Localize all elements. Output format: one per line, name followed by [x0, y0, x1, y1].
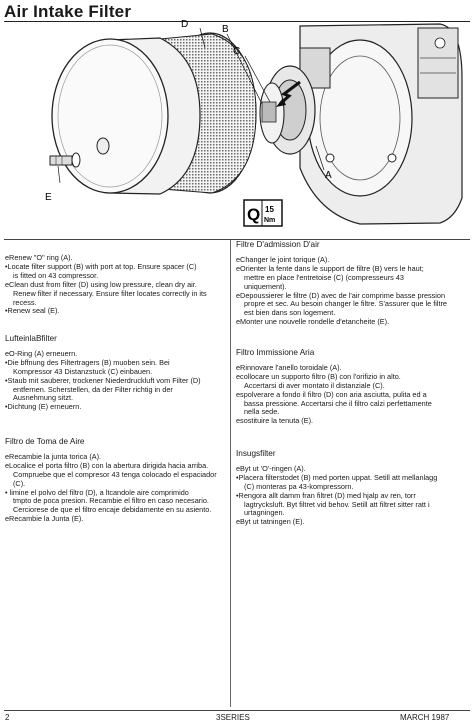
instruction-line: Kompressor 43 Distanzstuck (C) einbauen. [13, 366, 153, 376]
instruction-line: Renew filter if necessary. Ensure filter locates correctly in its [13, 288, 207, 298]
section-swedish [236, 450, 437, 527]
instruction-line: eByt ut 'O'-ringen (A). [236, 463, 306, 473]
torque-value: 15 [265, 205, 274, 214]
instruction-line: eByt ut tatningen (E). [236, 517, 305, 527]
instruction-line: •Placera filterstodet (B) med porten uppat. Setill att mellanlagg [236, 472, 438, 482]
instruction-line: Cerciorese de que el filtro encaje debidamente en su asiento. [13, 505, 212, 515]
instruction-line: ecollocare un supporto filtro (B) con l'orifizio in alto. [236, 371, 401, 381]
callout-c: C [233, 46, 241, 57]
instruction-line: uniquement). [244, 281, 287, 291]
section-heading: Insugsfilter [236, 449, 276, 458]
instruction-line: mettre en place l'entretoise (C) (compresseurs 43 [244, 272, 404, 282]
filter-support [260, 66, 315, 154]
section-italian [236, 349, 432, 426]
callout-e: E [45, 192, 52, 203]
compressor-housing [300, 24, 462, 224]
instruction-line: eChanger le joint torique (A). [236, 254, 330, 264]
instruction-line: •Renew seal (E). [5, 306, 60, 316]
instruction-line: tmpto de poca presion. Recambie el filtro en caso necesario. [13, 496, 209, 506]
instruction-line: est bien dans son logement. [244, 308, 336, 318]
section-heading: Filtro de Toma de Aire [5, 437, 85, 446]
torque-symbol: Q [247, 205, 261, 224]
instruction-line: espolverare a fondo il filtro (D) con aria asciutta, pulita ed a [236, 389, 427, 399]
instruction-line: Accertarsi di aver montato il distanziale (C). [244, 380, 385, 390]
air-intake-filter-illustration [0, 18, 474, 238]
instruction-line: •Rengora allt damm fran filtret (D) med hjalp av ren, torr [236, 490, 416, 500]
page-title: Air Intake Filter [4, 2, 132, 21]
series-label: 3SERIES [216, 713, 250, 722]
instruction-line: •Dichtung (E) erneuern. [5, 402, 82, 412]
instruction-line: eRinnovare l'anello toroidale (A). [236, 362, 342, 372]
instruction-line: (C) monteras pa 43-kompressorn. [244, 481, 354, 491]
callout-d: D [181, 19, 189, 30]
instruction-line: lagtrycksluft. Byt filtret vid behov. Setill att filtret sitter ratt i [244, 499, 430, 509]
instruction-line: eClean dust from filter (D) using low pressure, clean dry air. [5, 279, 197, 289]
instruction-line: •Locate filter support (B) with port at top. Ensure spacer (C) [5, 261, 197, 271]
instruction-line: Ausnehmung sitzt. [13, 393, 74, 403]
instruction-line: Compruebe que el compresor 43 tenga colocado el espaciador [13, 469, 217, 479]
page-number: 2 [5, 713, 10, 722]
instruction-line: eO-Ring (A) erneuern. [5, 348, 78, 358]
instruction-line: urtagningen. [244, 508, 285, 518]
instruction-line: •Die bffnung des Filtertragers (B) muoben sein. Bei [5, 357, 170, 367]
footer-rule [4, 710, 470, 711]
instruction-line: eRecambie la junta torica (A). [5, 451, 102, 461]
instruction-line: propre et sec. Au besoin changer le filtre. S'assurer que le filtre [244, 299, 447, 309]
instruction-line: eLocalice el porta filtro (B) con la abertura dirigida hacia arriba. [5, 460, 209, 470]
instruction-line: eMonter une nouvelle rondelle d'etancheite (E). [236, 317, 390, 327]
instruction-line: eRenew "O" ring (A). [5, 253, 73, 262]
publication-date: MARCH 1987 [400, 713, 450, 722]
instruction-line: •Staub mit sauberer, trockener Niederdruckluft vom Filter (D) [5, 375, 201, 385]
callout-b: B [222, 24, 229, 35]
instruction-line: entfernen. Scherstellen, da der Filter richtig in der [13, 384, 173, 394]
instruction-line: recess. [13, 297, 37, 307]
section-spanish [5, 438, 217, 524]
instruction-line: nella sede. [244, 407, 280, 417]
torque-unit: Nm [264, 217, 276, 224]
instruction-line: bassa pressione. Accertarsi che il filtro calzi perfettamente [244, 398, 432, 408]
section-german [5, 335, 201, 412]
column-divider [230, 240, 231, 707]
instruction-line: eDepoussierer le filtre (D) avec de l'air comprime basse pression [236, 290, 446, 300]
section-heading: LufteinlaBfilter [5, 334, 57, 343]
callout-a: A [325, 170, 332, 181]
filter-cover [52, 38, 200, 194]
instruction-line: is fitted on 43 compressor. [13, 270, 99, 280]
instruction-line: esostituire la tenuta (E). [236, 416, 314, 426]
instruction-line: eOrienter la fente dans le support de filtre (B) vers le haut; [236, 263, 424, 273]
section-heading: Filtro Immissione Aria [236, 348, 315, 357]
section-french [236, 241, 447, 327]
instruction-line: (C). [13, 478, 26, 488]
section-english [5, 254, 207, 316]
torque-badge [244, 200, 282, 226]
section-heading: Filtre D'admission D'air [236, 240, 320, 249]
instruction-line: eRecambie la Junta (E). [5, 514, 84, 524]
instruction-line: • limine el polvo del filtro (D), a ltcandole aire comprimido [5, 487, 189, 497]
